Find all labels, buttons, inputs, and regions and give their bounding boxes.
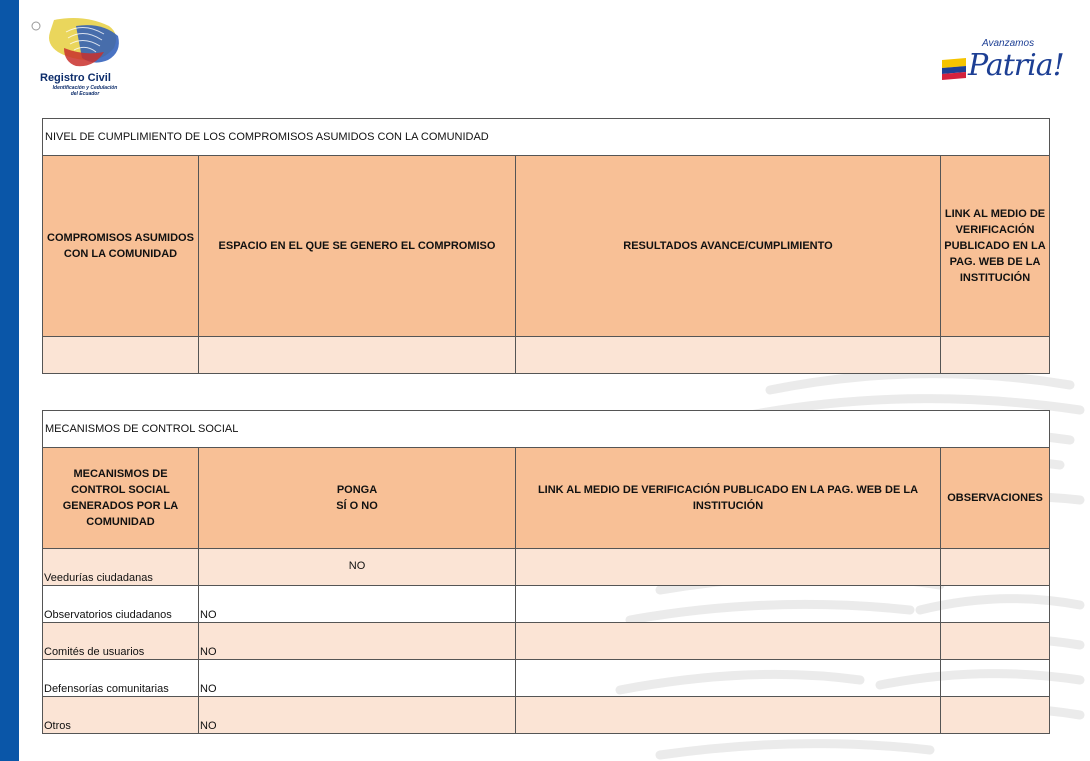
- table-cell[interactable]: [941, 337, 1050, 374]
- link-cell[interactable]: [516, 586, 941, 623]
- link-cell[interactable]: [516, 549, 941, 586]
- mecanismos-table-title: MECANISMOS DE CONTROL SOCIAL: [43, 411, 1050, 448]
- observaciones-cell[interactable]: [941, 697, 1050, 734]
- observaciones-cell[interactable]: [941, 623, 1050, 660]
- ponga-value[interactable]: NO: [199, 660, 516, 697]
- header-link-verificacion: LINK AL MEDIO DE VERIFICACIÓN PUBLICADO EN LA PAG. WEB DE LA INSTITUCIÓN: [941, 156, 1050, 337]
- compromisos-table: [42, 118, 1050, 374]
- mecanismo-label: Defensorías comunitarias: [43, 660, 199, 697]
- table-row: [43, 586, 1050, 623]
- flag-icon: [940, 56, 970, 86]
- table-row: [43, 697, 1050, 734]
- mecanismo-label: Observatorios ciudadanos: [43, 586, 199, 623]
- table-cell[interactable]: [199, 337, 516, 374]
- table-row: [43, 549, 1050, 586]
- mecanismo-label: Comités de usuarios: [43, 623, 199, 660]
- avanzamos-text: Avanzamos: [982, 38, 1035, 49]
- registro-civil-name: Registro Civil: [40, 72, 111, 84]
- compromisos-table-title: NIVEL DE CUMPLIMIENTO DE LOS COMPROMISOS ASUMIDOS CON LA COMUNIDAD: [43, 119, 1050, 156]
- ponga-value[interactable]: NO: [199, 623, 516, 660]
- fingerprint-map-icon: [24, 12, 134, 74]
- table-row: [43, 337, 1050, 374]
- link-cell[interactable]: [516, 660, 941, 697]
- header-espacio-compromiso: ESPACIO EN EL QUE SE GENERO EL COMPROMISO: [199, 156, 516, 337]
- registro-civil-logo: [24, 12, 134, 102]
- registro-civil-subtitle: Identificación y Cedulación del Ecuador: [52, 85, 118, 97]
- link-cell[interactable]: [516, 697, 941, 734]
- header-resultados-avance: RESULTADOS AVANCE/CUMPLIMIENTO: [516, 156, 941, 337]
- mecanismos-table: [42, 410, 1050, 734]
- header-mecanismos: MECANISMOS DE CONTROL SOCIAL GENERADOS POR LA COMUNIDAD: [43, 448, 199, 549]
- table-row: [43, 623, 1050, 660]
- mecanismo-label: Veedurías ciudadanas: [43, 549, 199, 586]
- link-cell[interactable]: [516, 623, 941, 660]
- mecanismo-label: Otros: [43, 697, 199, 734]
- patria-text: Patria!: [968, 48, 1064, 83]
- ponga-value[interactable]: NO: [199, 586, 516, 623]
- header-observaciones: OBSERVACIONES: [941, 448, 1050, 549]
- table-cell[interactable]: [516, 337, 941, 374]
- ponga-value[interactable]: NO: [199, 697, 516, 734]
- observaciones-cell[interactable]: [941, 549, 1050, 586]
- observaciones-cell[interactable]: [941, 660, 1050, 697]
- table-cell[interactable]: [43, 337, 199, 374]
- table-row: [43, 660, 1050, 697]
- left-accent-bar: [0, 0, 19, 761]
- avanzamos-patria-logo: [938, 36, 1064, 86]
- header-compromisos-asumidos: COMPROMISOS ASUMIDOS CON LA COMUNIDAD: [43, 156, 199, 337]
- observaciones-cell[interactable]: [941, 586, 1050, 623]
- header-ponga-si-no: PONGA SÍ O NO: [199, 448, 516, 549]
- ponga-value[interactable]: NO: [199, 549, 516, 586]
- header-link-verificacion: LINK AL MEDIO DE VERIFICACIÓN PUBLICADO EN LA PAG. WEB DE LA INSTITUCIÓN: [516, 448, 941, 549]
